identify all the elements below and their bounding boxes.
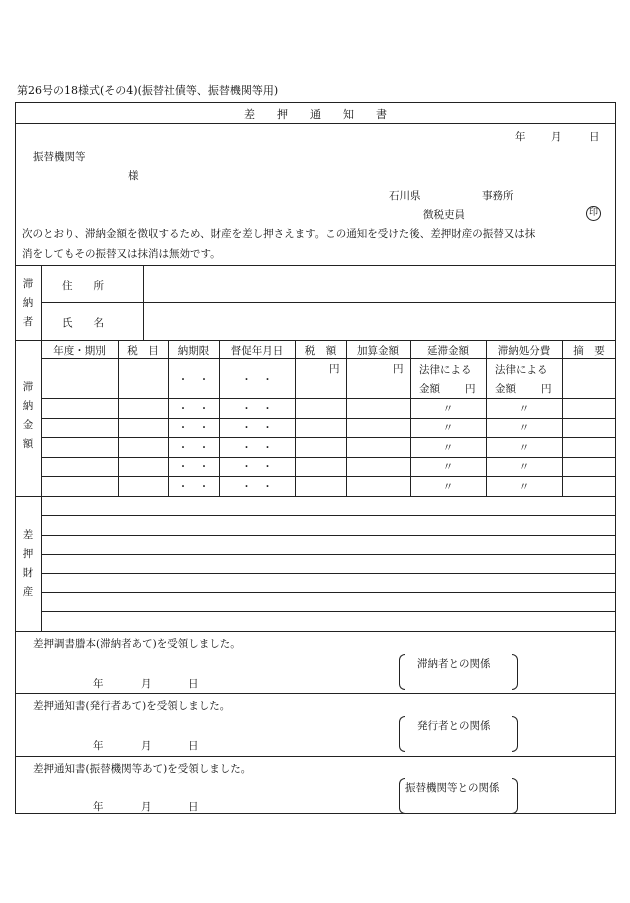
disposal-legal-1: 法律による	[495, 364, 548, 376]
late-charge-yen: 円	[465, 383, 476, 395]
seized-property-label: 差押財産	[22, 529, 34, 598]
disposal-yen: 円	[541, 383, 552, 395]
col-demand-date: 督促年月日	[230, 345, 284, 357]
late-charge-ditto: 〃	[442, 461, 454, 473]
col-fiscal-period: 年度・期別	[53, 345, 106, 357]
receipt-year: 年	[93, 801, 104, 813]
relation-label: 振替機関等との関係	[405, 782, 500, 794]
due-date-dots: ・ ・	[177, 461, 210, 473]
issuer-official: 徴税吏員	[423, 209, 465, 221]
relation-bracket-right	[512, 654, 518, 690]
relation-bracket-left	[399, 716, 405, 752]
title-divider	[15, 123, 616, 124]
taxpayer-divider	[15, 340, 616, 341]
relation-bracket-left	[399, 654, 405, 690]
issue-date-month: 月	[551, 131, 562, 143]
disposal-ditto: 〃	[518, 461, 530, 473]
late-charge-legal-1: 法律による	[419, 364, 472, 376]
demand-date-dots: ・ ・	[241, 442, 273, 454]
demand-date-dots: ・ ・	[241, 403, 273, 415]
receipt-month: 月	[141, 740, 152, 752]
disposal-ditto: 〃	[518, 422, 530, 434]
relation-bracket-right	[512, 778, 518, 814]
receipt-year: 年	[93, 678, 104, 690]
demand-date-dots: ・ ・	[241, 461, 273, 473]
late-charge-ditto: 〃	[442, 403, 454, 415]
arrears-label: 滞納金額	[22, 381, 34, 450]
seal-mark: 印	[586, 206, 601, 221]
demand-date-dots: ・ ・	[241, 422, 273, 434]
receipt-statement: 差押通知書(振替機関等あて)を受領しました。	[33, 763, 252, 775]
addressee-honorific: 様	[128, 170, 139, 182]
issue-date-year: 年	[515, 131, 526, 143]
late-charge-ditto: 〃	[442, 481, 454, 493]
col-additional-amount: 加算金額	[357, 345, 399, 357]
due-date-dots: ・ ・	[177, 422, 210, 434]
addressee-org: 振替機関等	[33, 151, 86, 163]
receipt-month: 月	[141, 678, 152, 690]
receipt-day: 日	[188, 801, 199, 813]
due-date-dots: ・ ・	[177, 481, 210, 493]
address-label: 住 所	[62, 280, 104, 292]
disposal-legal-2: 金額	[495, 383, 516, 395]
name-label: 氏 名	[62, 317, 104, 329]
demand-date-dots: ・ ・	[241, 481, 273, 493]
taxpayer-label: 滞納者	[22, 278, 34, 328]
issuer-prefecture: 石川県	[389, 190, 421, 202]
col-remarks: 摘 要	[573, 345, 605, 357]
receipt-day: 日	[188, 740, 199, 752]
receipt-statement: 差押通知書(発行者あて)を受領しました。	[33, 700, 231, 712]
col-tax-item: 税 目	[127, 345, 159, 357]
form-number: 第26号の18様式(その4)(振替社債等、振替機関等用)	[17, 84, 279, 97]
issuer-office: 事務所	[482, 190, 514, 202]
notice-line-1: 次のとおり、滞納金額を徴収するため、財産を差し押さえます。この通知を受けた後、差押財産の振替又は抹	[22, 228, 536, 240]
late-charge-legal-2: 金額	[419, 383, 440, 395]
additional-amount-yen: 円	[393, 363, 404, 375]
col-disposal-cost: 滞納処分費	[497, 345, 551, 357]
receipt-day: 日	[188, 678, 199, 690]
disposal-ditto: 〃	[518, 481, 530, 493]
col-late-charge: 延滞金額	[427, 345, 469, 357]
due-date-dots: ・ ・	[177, 403, 210, 415]
receipt-month: 月	[141, 801, 152, 813]
issue-date-day: 日	[589, 131, 600, 143]
col-due-date: 納期限	[177, 345, 210, 357]
notice-line-2: 消をしてもその振替又は抹消は無効です。	[22, 248, 221, 260]
relation-label: 発行者との関係	[417, 720, 491, 732]
relation-bracket-right	[512, 716, 518, 752]
receipt-statement: 差押調書謄本(滞納者あて)を受領しました。	[33, 638, 241, 650]
tax-amount-yen: 円	[329, 363, 340, 375]
col-tax-amount: 税 額	[304, 345, 337, 357]
disposal-ditto: 〃	[518, 403, 530, 415]
relation-label: 滞納者との関係	[417, 658, 491, 670]
property-divider	[15, 631, 616, 632]
due-date-dots: ・ ・	[177, 442, 210, 454]
demand-date-dots: ・ ・	[241, 374, 273, 386]
late-charge-ditto: 〃	[442, 442, 454, 454]
document-title: 差 押 通 知 書	[244, 108, 387, 121]
notice-divider	[15, 265, 616, 266]
receipt-year: 年	[93, 740, 104, 752]
due-date-dots: ・ ・	[177, 374, 210, 386]
late-charge-ditto: 〃	[442, 422, 454, 434]
disposal-ditto: 〃	[518, 442, 530, 454]
arrears-divider	[15, 496, 616, 497]
